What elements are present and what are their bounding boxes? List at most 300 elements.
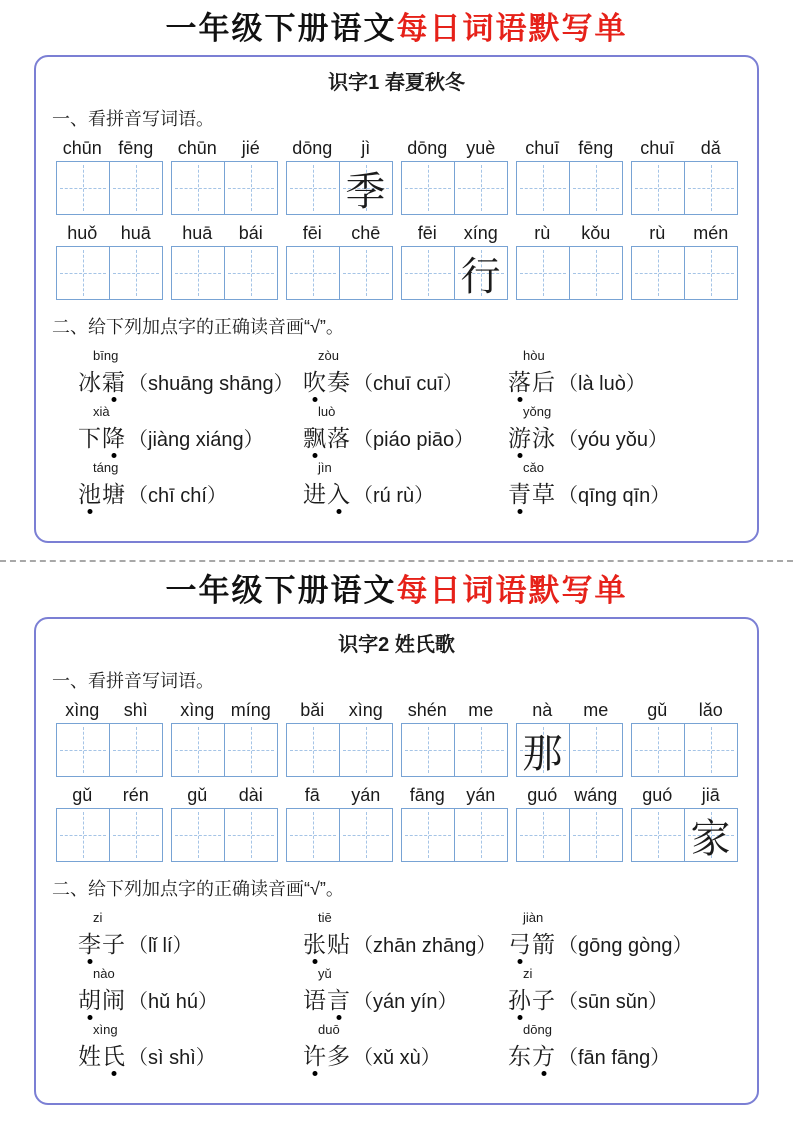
word-char: 东: [508, 1043, 532, 1069]
writing-cell[interactable]: [401, 723, 455, 777]
pinyin-syllable: fēng: [118, 138, 154, 158]
pronunciation-options[interactable]: （zhān zhāng）: [353, 935, 497, 957]
writing-cell[interactable]: [339, 808, 393, 862]
page-title: [0, 570, 793, 612]
quiz-item: [78, 1019, 303, 1075]
pronunciation-options[interactable]: （sūn sǔn）: [558, 991, 669, 1013]
writing-cell[interactable]: [516, 808, 570, 862]
quiz-line: [78, 926, 303, 959]
writing-box: [516, 723, 623, 777]
pinyin-hint: xià: [93, 404, 110, 419]
pinyin-syllable: chuī: [525, 138, 560, 158]
worksheet-page: [0, 0, 793, 560]
pinyin-syllable: dōng: [407, 138, 448, 158]
part2-heading: 二、给下列加点字的正确读音画“√”。: [52, 317, 344, 337]
quiz-word: [78, 476, 126, 509]
quiz-word: [78, 364, 126, 397]
quiz-word: [78, 420, 126, 453]
writing-cell[interactable]: [109, 246, 163, 300]
word-char: 姓: [78, 1043, 102, 1069]
worksheet-box: [34, 55, 759, 543]
writing-cell[interactable]: [171, 723, 225, 777]
writing-box: [286, 161, 393, 215]
writing-cell[interactable]: [684, 246, 738, 300]
cell-dash-vertical-line: [481, 812, 482, 858]
writing-cell[interactable]: [631, 723, 685, 777]
writing-box: [401, 723, 508, 777]
part1-heading: 一、看拼音写词语。: [52, 109, 214, 129]
pinyin-hint: zi: [523, 966, 533, 981]
dictation-grid-row: [50, 161, 743, 215]
lesson-title: 识字1 春夏秋冬: [328, 72, 465, 94]
quiz-item: [508, 907, 743, 963]
pinyin-hint: jìn: [318, 460, 332, 475]
pinyin-hint: tiē: [318, 910, 332, 925]
pronunciation-options[interactable]: （lǐ lí）: [128, 935, 193, 957]
pronunciation-quiz: [50, 907, 743, 1075]
cell-dash-vertical-line: [481, 165, 482, 211]
lesson-title: 识字2 姓氏歌: [338, 634, 455, 656]
word-pinyin: [401, 138, 508, 159]
writing-box: [56, 246, 163, 300]
quiz-line: [508, 476, 743, 509]
writing-cell[interactable]: [109, 808, 163, 862]
pinyin-hint: luò: [318, 404, 336, 419]
pinyin-hint: zòu: [318, 348, 339, 363]
pinyin-syllable: xìng: [180, 700, 215, 720]
quiz-word: [303, 926, 351, 959]
writing-cell[interactable]: [171, 246, 225, 300]
writing-box: [171, 808, 278, 862]
word-pinyin: [286, 223, 393, 244]
cell-dash-vertical-line: [366, 250, 367, 296]
quiz-word: [303, 476, 351, 509]
quiz-word: [78, 926, 126, 959]
pinyin-syllable: bǎi: [300, 700, 325, 720]
pinyin-syllable: nà: [532, 700, 553, 720]
part2-heading: 二、给下列加点字的正确读音画“√”。: [52, 879, 344, 899]
word-char: 冰: [78, 369, 102, 395]
pinyin-hint: xìng: [93, 1022, 118, 1037]
quiz-line: [303, 476, 508, 509]
pinyin-syllable: fēi: [302, 223, 322, 243]
quiz-item: [303, 345, 508, 401]
quiz-item: [508, 457, 743, 513]
writing-cell[interactable]: [684, 723, 738, 777]
pinyin-hint: táng: [93, 460, 119, 475]
dotted-char: 孙: [508, 982, 532, 1015]
writing-cell[interactable]: [454, 808, 508, 862]
worksheet-page: [0, 562, 793, 1122]
cell-dash-vertical-line: [366, 727, 367, 773]
quiz-item: [78, 963, 303, 1019]
word-pinyin: [401, 785, 508, 806]
quiz-word: [303, 982, 351, 1015]
writing-cell[interactable]: [516, 161, 570, 215]
pinyin-syllable: rù: [534, 223, 551, 243]
quiz-word: [508, 476, 556, 509]
page-title-red: 每日词语默写单: [396, 573, 628, 608]
pinyin-syllable: chūn: [62, 138, 102, 158]
cell-dash-vertical-line: [83, 250, 84, 296]
pinyin-syllable: jì: [361, 138, 371, 158]
quiz-item: [508, 963, 743, 1019]
pinyin-syllable: huā: [120, 223, 151, 243]
pinyin-syllable: kǒu: [581, 223, 611, 243]
quiz-word: [508, 364, 556, 397]
quiz-item: [303, 457, 508, 513]
cell-dash-vertical-line: [543, 250, 544, 296]
quiz-line: [508, 982, 743, 1015]
writing-cell[interactable]: [569, 723, 623, 777]
writing-box: [631, 161, 738, 215]
quiz-item: [78, 907, 303, 963]
pinyin-hint: cǎo: [523, 460, 544, 475]
dotted-char: 言: [327, 982, 351, 1015]
quiz-line: [508, 364, 743, 397]
writing-box: [286, 808, 393, 862]
pronunciation-options[interactable]: （jiàng xiáng）: [128, 429, 264, 451]
pinyin-hint: bīng: [93, 348, 119, 363]
writing-box: [171, 246, 278, 300]
writing-box: [631, 246, 738, 300]
page-title-black: 一年级下册语文: [165, 11, 397, 46]
pronunciation-options[interactable]: （chī chí）: [128, 485, 227, 507]
page-title-black: 一年级下册语文: [165, 573, 397, 608]
pinyin-hint: yǔ: [318, 966, 332, 981]
pinyin-syllable: jié: [241, 138, 260, 158]
pinyin-syllable: gǔ: [187, 785, 208, 805]
pinyin-syllable: míng: [230, 700, 271, 720]
cell-dash-vertical-line: [251, 250, 252, 296]
cell-dash-vertical-line: [198, 250, 199, 296]
quiz-word: [508, 1038, 556, 1071]
cell-dash-vertical-line: [658, 727, 659, 773]
word-pinyin: [516, 223, 623, 244]
pinyin-syllable: yán: [466, 785, 496, 805]
writing-cell[interactable]: [454, 723, 508, 777]
writing-cell[interactable]: [56, 246, 110, 300]
writing-cell[interactable]: [454, 161, 508, 215]
dotted-char: 张: [303, 926, 327, 959]
cell-dash-vertical-line: [136, 165, 137, 211]
quiz-line: [508, 420, 743, 453]
dotted-char: 入: [327, 476, 351, 509]
cell-dash-vertical-line: [658, 165, 659, 211]
pronunciation-options[interactable]: （rú rù）: [353, 485, 435, 507]
writing-box: [171, 723, 278, 777]
writing-box: [286, 246, 393, 300]
writing-box: [56, 723, 163, 777]
cell-dash-vertical-line: [711, 165, 712, 211]
writing-cell[interactable]: [401, 246, 455, 300]
pinyin-syllable: shén: [407, 700, 447, 720]
writing-box: [631, 723, 738, 777]
writing-cell[interactable]: [454, 246, 508, 300]
dotted-char: 吹: [303, 364, 327, 397]
quiz-line: [78, 982, 303, 1015]
writing-cell[interactable]: [286, 161, 340, 215]
pinyin-hint: nào: [93, 966, 115, 981]
word-char: 进: [303, 481, 327, 507]
writing-cell[interactable]: [569, 246, 623, 300]
writing-cell[interactable]: [286, 808, 340, 862]
quiz-item: [508, 401, 743, 457]
page-title: [0, 8, 793, 50]
handwritten-char: 家: [690, 815, 731, 862]
writing-cell[interactable]: [516, 723, 570, 777]
pinyin-syllable: mén: [693, 223, 729, 243]
word-pinyin: [631, 700, 738, 721]
word-pinyin: [401, 223, 508, 244]
word-pinyin: [171, 138, 278, 159]
cell-dash-vertical-line: [251, 727, 252, 773]
pinyin-syllable: fēi: [417, 223, 437, 243]
pronunciation-options[interactable]: （yóu yǒu）: [558, 429, 669, 451]
cell-dash-vertical-line: [428, 250, 429, 296]
writing-cell[interactable]: [171, 808, 225, 862]
cell-dash-vertical-line: [313, 727, 314, 773]
writing-cell[interactable]: [631, 246, 685, 300]
word-char: 泳: [532, 425, 556, 451]
writing-cell[interactable]: [224, 246, 278, 300]
cell-dash-vertical-line: [543, 165, 544, 211]
cell-dash-vertical-line: [83, 165, 84, 211]
quiz-line: [303, 1038, 508, 1071]
pinyin-syllable: dōng: [292, 138, 333, 158]
writing-cell[interactable]: [401, 161, 455, 215]
word-char: 奏: [327, 369, 351, 395]
pronunciation-options[interactable]: （shuāng shāng）: [128, 373, 294, 395]
cell-dash-vertical-line: [428, 165, 429, 211]
pinyin-syllable: shì: [123, 700, 148, 720]
quiz-line: [508, 1038, 743, 1071]
quiz-item: [303, 401, 508, 457]
pinyin-syllable: wáng: [574, 785, 618, 805]
pronunciation-options[interactable]: （sì shì）: [128, 1047, 216, 1069]
writing-cell[interactable]: [224, 161, 278, 215]
writing-cell[interactable]: [109, 723, 163, 777]
pronunciation-options[interactable]: （gōng gòng）: [558, 935, 693, 957]
dotted-char: 胡: [78, 982, 102, 1015]
pinyin-row: [50, 138, 743, 159]
writing-box: [631, 808, 738, 862]
pinyin-row: [50, 223, 743, 244]
pinyin-row: [50, 785, 743, 806]
pinyin-syllable: fāng: [409, 785, 445, 805]
quiz-word: [508, 420, 556, 453]
writing-cell[interactable]: [339, 246, 393, 300]
pinyin-hint: duō: [318, 1022, 340, 1037]
word-pinyin: [631, 138, 738, 159]
pronunciation-options[interactable]: （chuī cuī）: [353, 373, 464, 395]
pinyin-hint: dōng: [523, 1022, 552, 1037]
word-char: 后: [532, 369, 556, 395]
cell-dash-vertical-line: [136, 812, 137, 858]
quiz-item: [508, 1019, 743, 1075]
pinyin-syllable: xìng: [65, 700, 100, 720]
cell-dash-vertical-line: [428, 727, 429, 773]
cell-dash-vertical-line: [428, 812, 429, 858]
word-pinyin: [171, 223, 278, 244]
writing-cell[interactable]: [516, 246, 570, 300]
writing-box: [401, 808, 508, 862]
worksheet-box: [34, 617, 759, 1105]
writing-cell[interactable]: [56, 161, 110, 215]
cell-dash-vertical-line: [658, 250, 659, 296]
dotted-char: 氏: [102, 1038, 126, 1071]
cell-dash-vertical-line: [366, 812, 367, 858]
pronunciation-options[interactable]: （fān fāng）: [558, 1047, 671, 1069]
word-pinyin: [56, 700, 163, 721]
handwritten-char: 季: [345, 168, 386, 215]
quiz-word: [508, 926, 556, 959]
quiz-item: [303, 963, 508, 1019]
quiz-item: [78, 345, 303, 401]
cell-dash-vertical-line: [136, 727, 137, 773]
pinyin-syllable: rén: [122, 785, 149, 805]
cell-dash-vertical-line: [136, 250, 137, 296]
pinyin-syllable: huǒ: [67, 223, 98, 243]
word-pinyin: [171, 785, 278, 806]
cell-dash-vertical-line: [596, 727, 597, 773]
pinyin-syllable: me: [583, 700, 609, 720]
part1-heading: 一、看拼音写词语。: [52, 671, 214, 691]
dotted-char: 池: [78, 476, 102, 509]
writing-cell[interactable]: [56, 808, 110, 862]
cell-dash-vertical-line: [251, 165, 252, 211]
pinyin-hint: jiàn: [523, 910, 544, 925]
writing-cell[interactable]: [339, 161, 393, 215]
writing-cell[interactable]: [684, 161, 738, 215]
pronunciation-options[interactable]: （qīng qīn）: [558, 485, 671, 507]
writing-cell[interactable]: [224, 723, 278, 777]
quiz-word: [303, 364, 351, 397]
writing-box: [286, 723, 393, 777]
word-char: 落: [327, 425, 351, 451]
cell-dash-vertical-line: [83, 727, 84, 773]
pinyin-syllable: yán: [351, 785, 381, 805]
word-char: 塘: [102, 481, 126, 507]
dotted-char: 青: [508, 476, 532, 509]
quiz-item: [303, 1019, 508, 1075]
cell-dash-vertical-line: [198, 727, 199, 773]
pinyin-hint: zi: [93, 910, 103, 925]
cell-dash-vertical-line: [198, 812, 199, 858]
writing-cell[interactable]: [631, 161, 685, 215]
pronunciation-options[interactable]: （yán yín）: [353, 991, 458, 1013]
writing-cell[interactable]: [109, 161, 163, 215]
writing-box: [516, 161, 623, 215]
handwritten-char: 行: [460, 253, 501, 300]
writing-cell[interactable]: [401, 808, 455, 862]
writing-cell[interactable]: [569, 808, 623, 862]
writing-cell[interactable]: [286, 723, 340, 777]
cell-dash-vertical-line: [543, 812, 544, 858]
writing-cell[interactable]: [171, 161, 225, 215]
writing-cell[interactable]: [339, 723, 393, 777]
pronunciation-options[interactable]: （là luò）: [558, 373, 646, 395]
cell-dash-vertical-line: [711, 250, 712, 296]
word-char: 闹: [102, 987, 126, 1013]
quiz-line: [78, 364, 303, 397]
word-pinyin: [516, 700, 623, 721]
pinyin-syllable: chuī: [640, 138, 675, 158]
word-char: 下: [78, 425, 102, 451]
quiz-word: [303, 1038, 351, 1071]
writing-box: [516, 246, 623, 300]
pinyin-syllable: gǔ: [72, 785, 93, 805]
dictation-grid-row: [50, 246, 743, 300]
dictation-grid-row: [50, 723, 743, 777]
word-pinyin: [56, 138, 163, 159]
writing-box: [401, 246, 508, 300]
cell-dash-vertical-line: [313, 165, 314, 211]
quiz-line: [303, 364, 508, 397]
word-pinyin: [631, 785, 738, 806]
pinyin-syllable: gǔ: [647, 700, 668, 720]
word-char: 草: [532, 481, 556, 507]
writing-cell[interactable]: [631, 808, 685, 862]
quiz-line: [303, 926, 508, 959]
writing-cell[interactable]: [56, 723, 110, 777]
quiz-line: [78, 420, 303, 453]
quiz-item: [303, 907, 508, 963]
writing-cell[interactable]: [286, 246, 340, 300]
word-pinyin: [516, 785, 623, 806]
pronunciation-options[interactable]: （piáo piāo）: [353, 429, 475, 451]
cell-dash-vertical-line: [198, 165, 199, 211]
quiz-word: [508, 982, 556, 1015]
writing-cell[interactable]: [684, 808, 738, 862]
cell-dash-vertical-line: [251, 812, 252, 858]
dotted-char: 霜: [102, 364, 126, 397]
word-char: 多: [327, 1043, 351, 1069]
word-pinyin: [631, 223, 738, 244]
writing-cell[interactable]: [224, 808, 278, 862]
pinyin-syllable: bái: [238, 223, 263, 243]
pinyin-syllable: chē: [351, 223, 381, 243]
cell-dash-vertical-line: [596, 812, 597, 858]
word-pinyin: [286, 700, 393, 721]
dotted-char: 许: [303, 1038, 327, 1071]
page-title-red: 每日词语默写单: [396, 11, 628, 46]
pinyin-syllable: fā: [304, 785, 320, 805]
word-pinyin: [56, 223, 163, 244]
pinyin-syllable: me: [468, 700, 494, 720]
dotted-char: 降: [102, 420, 126, 453]
dotted-char: 飘: [303, 420, 327, 453]
writing-box: [171, 161, 278, 215]
pinyin-syllable: xíng: [463, 223, 498, 243]
pronunciation-options[interactable]: （hǔ hú）: [128, 991, 219, 1013]
pinyin-syllable: guó: [527, 785, 558, 805]
dotted-char: 李: [78, 926, 102, 959]
pinyin-syllable: lǎo: [698, 700, 723, 720]
writing-box: [516, 808, 623, 862]
word-char: 箭: [532, 931, 556, 957]
writing-cell[interactable]: [569, 161, 623, 215]
writing-box: [56, 808, 163, 862]
pronunciation-options[interactable]: （xǔ xù）: [353, 1047, 441, 1069]
quiz-line: [508, 926, 743, 959]
quiz-line: [303, 420, 508, 453]
dotted-char: 游: [508, 420, 532, 453]
pronunciation-quiz: [50, 345, 743, 513]
quiz-word: [303, 420, 351, 453]
quiz-line: [78, 1038, 303, 1071]
word-char: 语: [303, 987, 327, 1013]
